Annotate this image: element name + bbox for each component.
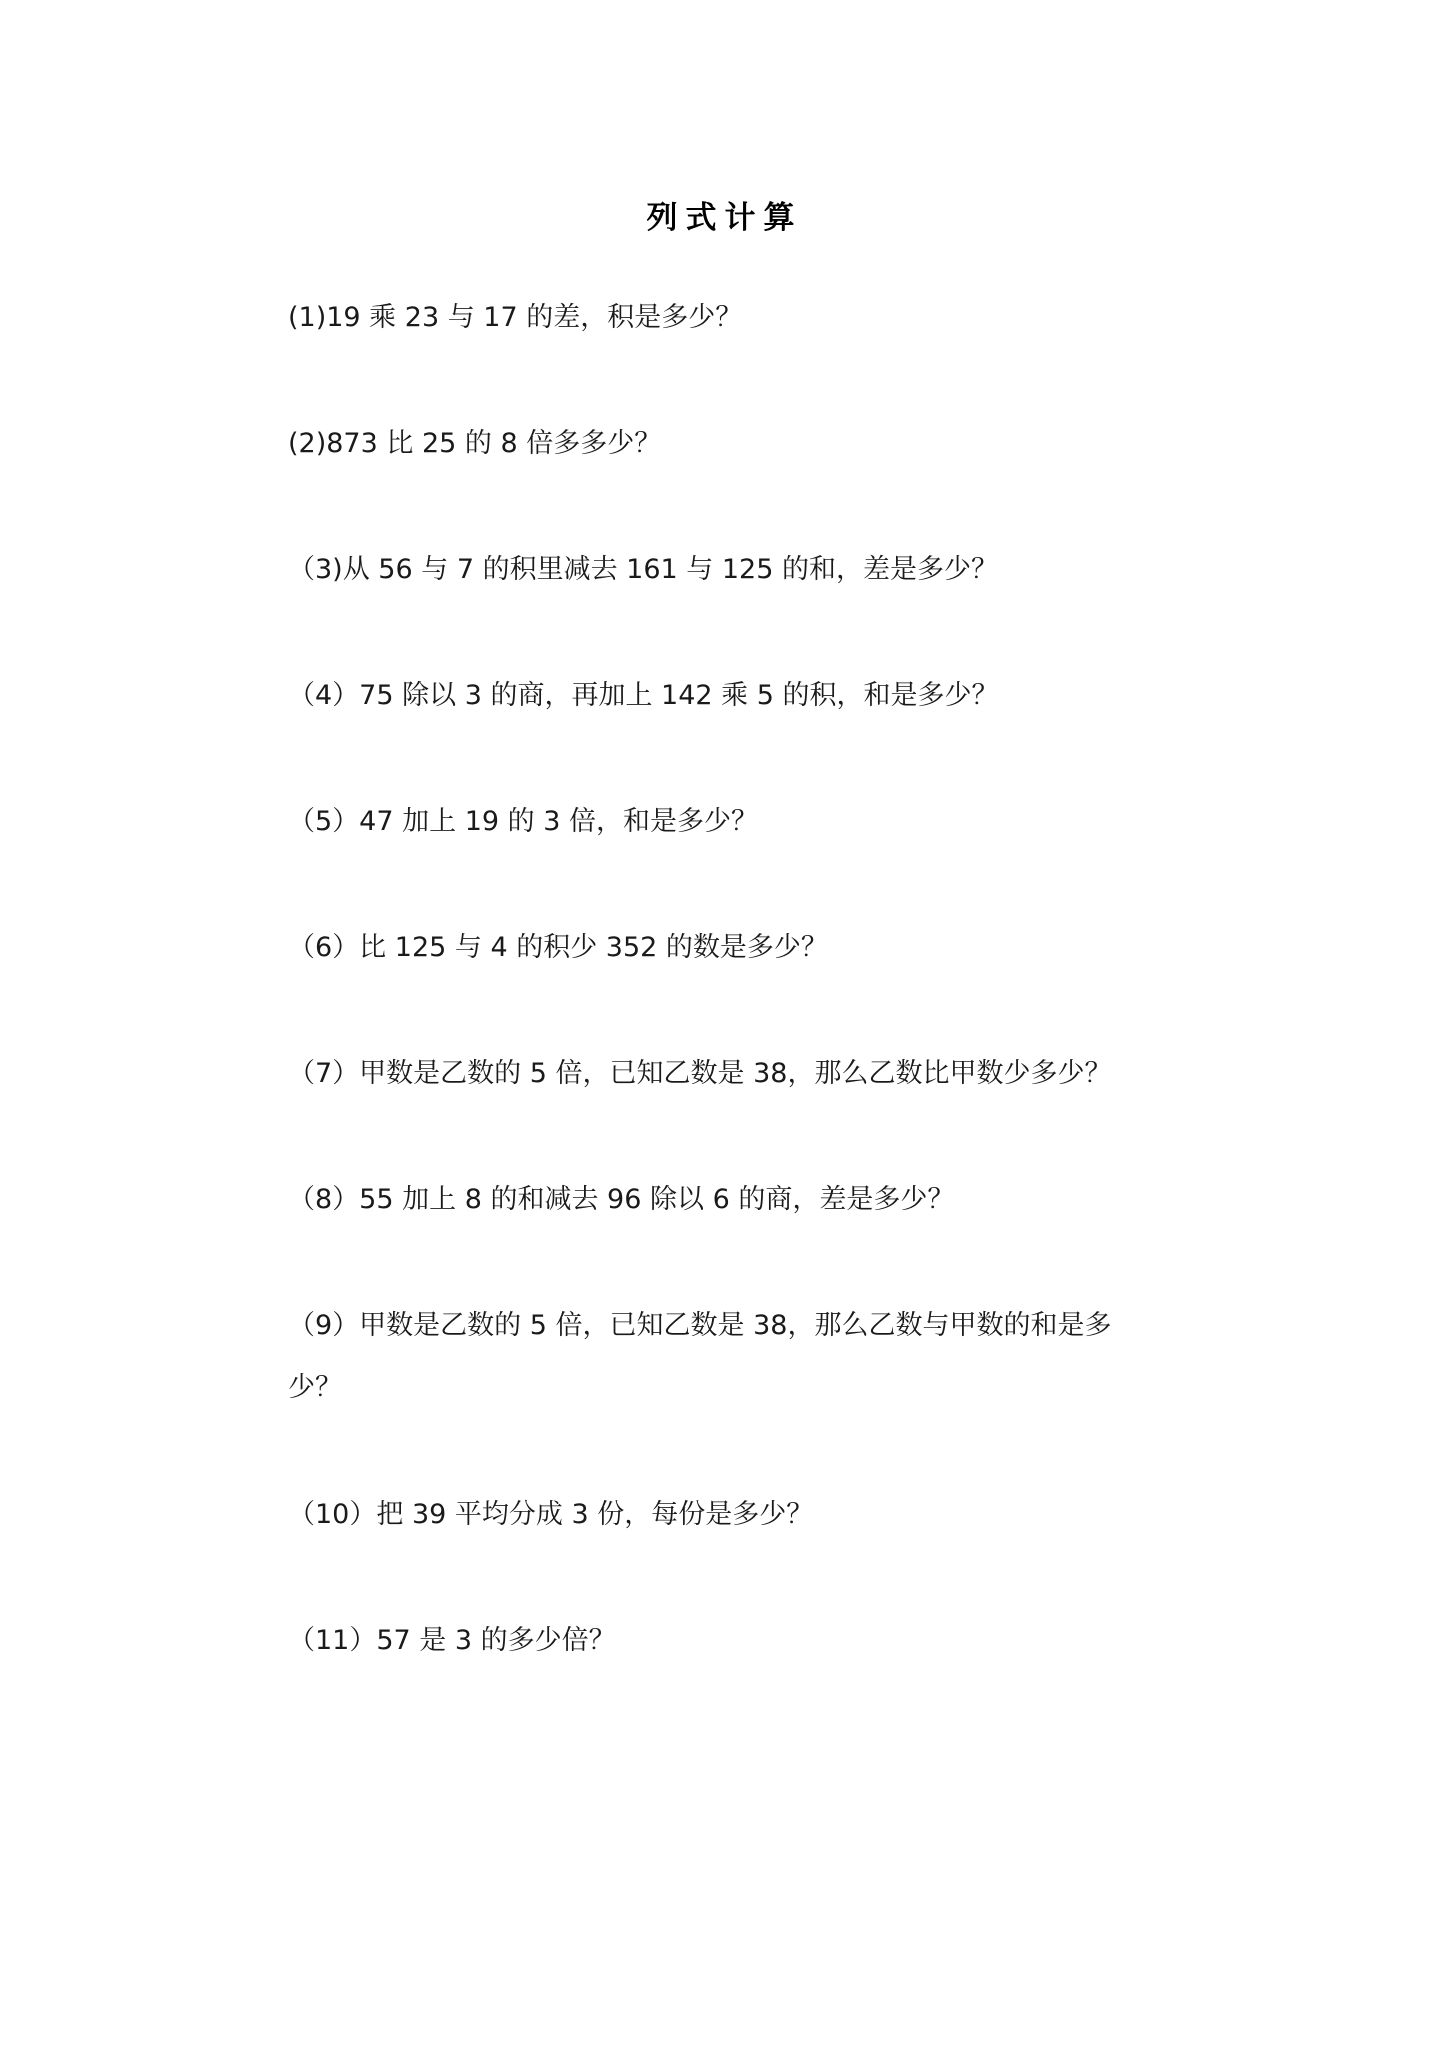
question-7: （7）甲数是乙数的 5 倍，已知乙数是 38，那么乙数比甲数少多少？ xyxy=(288,1058,1112,1089)
question-11: （11）57 是 3 的多少倍？ xyxy=(288,1625,616,1656)
question-8: （8）55 加上 8 的和减去 96 除以 6 的商，差是多少？ xyxy=(288,1184,955,1215)
question-5: （5）47 加上 19 的 3 倍，和是多少？ xyxy=(288,806,758,837)
question-3: （3)从 56 与 7 的积里减去 161 与 125 的和，差是多少？ xyxy=(288,554,998,585)
question-4: （4）75 除以 3 的商，再加上 142 乘 5 的积，和是多少？ xyxy=(288,680,999,711)
page-title: 列式计算 xyxy=(646,200,803,236)
question-10: （10）把 39 平均分成 3 份，每份是多少？ xyxy=(288,1499,814,1530)
question-9: （9）甲数是乙数的 5 倍，已知乙数是 38，那么乙数与甲数的和是多少？ xyxy=(288,1310,1112,1403)
question-2: (2)873 比 25 的 8 倍多多少？ xyxy=(288,428,662,459)
question-1: (1)19 乘 23 与 17 的差，积是多少？ xyxy=(288,302,743,333)
question-6: （6）比 125 与 4 的积少 352 的数是多少？ xyxy=(288,932,828,963)
